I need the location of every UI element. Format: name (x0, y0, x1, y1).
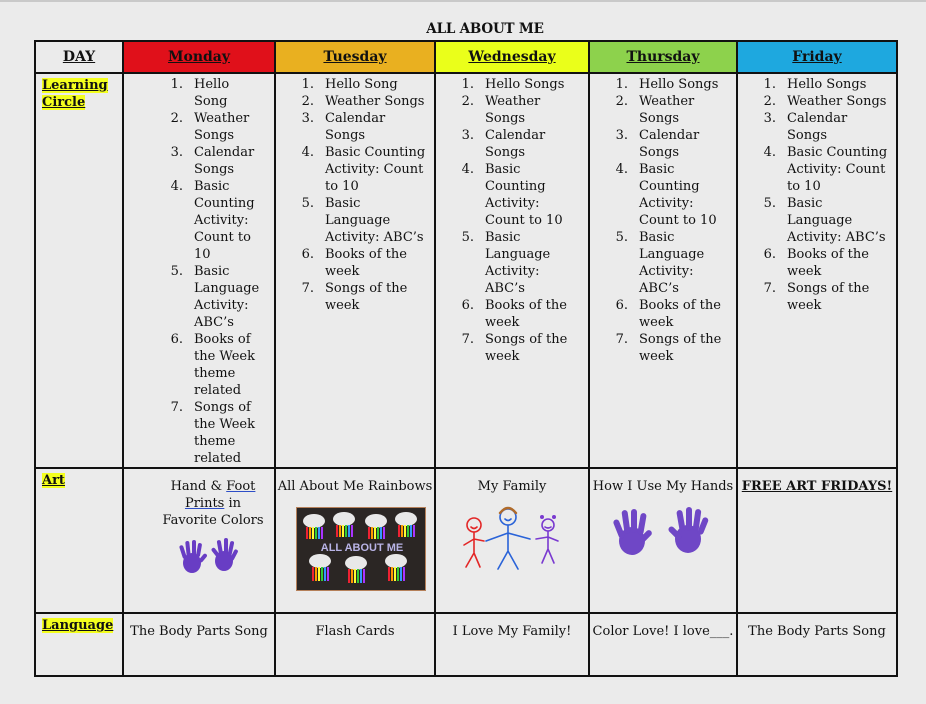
activity-number: 5. (301, 196, 314, 211)
art-monday-text-part2: Foot Prints (184, 479, 256, 511)
activity-item (300, 280, 428, 314)
activity-item (614, 297, 730, 331)
language-tuesday: Flash Cards (275, 613, 435, 676)
activity-item (460, 161, 582, 229)
activity-item (614, 93, 730, 127)
activity-number: 2. (763, 94, 776, 109)
learning-circle-label-line2: Circle (42, 95, 86, 110)
activity-item (460, 331, 582, 365)
activity-number: 7. (170, 400, 183, 415)
activity-item (614, 229, 730, 297)
activity-number: 7. (461, 332, 474, 347)
activity-text: Songs of the week (485, 332, 568, 364)
activity-text: Books of the week (485, 298, 567, 330)
learning-circle-friday (737, 73, 897, 468)
header-monday: Monday (123, 41, 275, 73)
activity-number: 3. (763, 111, 776, 126)
painted-hands-image (608, 505, 718, 561)
art-friday-text: FREE ART FRIDAYS! (741, 479, 893, 494)
activity-text: Basic Language Activity: ABC’s (325, 196, 424, 245)
activity-item (169, 399, 266, 467)
learning-circle-tuesday (275, 73, 435, 468)
activity-number: 5. (615, 230, 628, 245)
activity-number: 5. (763, 196, 776, 211)
activity-item (460, 229, 582, 297)
activity-item (614, 127, 730, 161)
activity-item (460, 127, 582, 161)
activity-number: 5. (461, 230, 474, 245)
art-label (35, 468, 123, 613)
handprints-image (174, 537, 244, 577)
activity-text: Basic Language Activity: ABC’s (639, 230, 705, 296)
activity-text: Basic Counting Activity: Count to 10 (639, 162, 717, 228)
activity-item (300, 246, 428, 280)
weekly-planner-table (34, 40, 898, 677)
header-row (35, 41, 897, 73)
learning-circle-label (35, 73, 123, 468)
activity-text: Calendar Songs (485, 128, 546, 160)
activity-text: Basic Counting Activity: Count to 10 (485, 162, 563, 228)
activity-number: 7. (301, 281, 314, 296)
activity-number: 1. (170, 77, 183, 92)
art-label-text: Art (42, 473, 65, 488)
activity-item (169, 110, 266, 144)
learning-circle-monday (123, 73, 275, 468)
activity-list-tuesday (276, 74, 434, 314)
activity-number: 6. (170, 332, 183, 347)
header-tuesday: Tuesday (275, 41, 435, 73)
learning-circle-row (35, 73, 897, 468)
activity-text: Songs of the week (325, 281, 408, 313)
activity-item (762, 110, 890, 144)
activity-item (762, 195, 890, 246)
top-rule (0, 0, 926, 2)
activity-text: Books of the week (639, 298, 721, 330)
activity-text: Hello Song (325, 77, 398, 92)
activity-number: 5. (170, 264, 183, 279)
art-thursday (589, 468, 737, 613)
activity-item (300, 93, 428, 110)
activity-text: Weather Songs (194, 111, 250, 143)
learning-circle-thursday (589, 73, 737, 468)
art-monday-text-part3: in Favorite Colors (162, 496, 264, 528)
art-tuesday-text: All About Me Rainbows (277, 479, 433, 494)
activity-item (169, 76, 266, 110)
activity-list-wednesday (436, 74, 588, 365)
art-monday-text-part1: Hand & (170, 479, 227, 494)
activity-text: Books of the week (787, 247, 869, 279)
activity-item (169, 331, 266, 399)
activity-text: Books of the Week theme related (194, 332, 255, 398)
activity-text: Songs of the week (639, 332, 722, 364)
activity-item (300, 144, 428, 195)
activity-item (300, 195, 428, 246)
activity-item (762, 280, 890, 314)
activity-text: Weather Songs (485, 94, 541, 126)
activity-item (460, 297, 582, 331)
language-label (35, 613, 123, 676)
activity-text: Hello Songs (639, 77, 719, 92)
language-thursday: Color Love! I love___. (589, 613, 737, 676)
activity-number: 6. (763, 247, 776, 262)
activity-number: 1. (461, 77, 474, 92)
activity-number: 2. (461, 94, 474, 109)
art-thursday-text: How I Use My Hands (592, 479, 734, 494)
learning-circle-label-line1: Learning (42, 78, 108, 93)
art-tuesday (275, 468, 435, 613)
activity-text: Hello Songs (787, 77, 867, 92)
activity-number: 4. (763, 145, 776, 160)
language-label-text: Language (42, 618, 114, 633)
activity-number: 4. (615, 162, 628, 177)
activity-list-friday (738, 74, 896, 314)
rainbow-clouds-image (296, 507, 426, 591)
activity-list-thursday (590, 74, 736, 365)
activity-text: Hello Songs (485, 77, 565, 92)
activity-text: Weather Songs (787, 94, 887, 109)
activity-text: Basic Counting Activity: Count to 10 (194, 179, 255, 262)
activity-number: 1. (615, 77, 628, 92)
activity-item (762, 76, 890, 93)
activity-text: Calendar Songs (639, 128, 700, 160)
activity-number: 1. (301, 77, 314, 92)
art-monday (123, 468, 275, 613)
activity-item (614, 161, 730, 229)
family-drawing-image (456, 501, 568, 573)
language-friday: The Body Parts Song (737, 613, 897, 676)
activity-item (169, 178, 266, 263)
activity-item (614, 331, 730, 365)
header-thursday: Thursday (589, 41, 737, 73)
document-title: ALL ABOUT ME (426, 21, 544, 37)
activity-text: Basic Language Activity: ABC’s (194, 264, 260, 330)
header-wednesday: Wednesday (435, 41, 589, 73)
activity-number: 3. (461, 128, 474, 143)
activity-item (169, 144, 266, 178)
language-row (35, 613, 897, 676)
activity-text: Basic Counting Activity: Count to 10 (787, 145, 888, 194)
activity-text: Weather Songs (639, 94, 695, 126)
activity-text: Calendar Songs (325, 111, 386, 143)
activity-number: 6. (301, 247, 314, 262)
language-monday: The Body Parts Song (123, 613, 275, 676)
activity-number: 2. (170, 111, 183, 126)
activity-item (300, 76, 428, 93)
activity-number: 1. (763, 77, 776, 92)
art-row (35, 468, 897, 613)
activity-text: Songs of the Week theme related (194, 400, 255, 466)
header-friday: Friday (737, 41, 897, 73)
activity-number: 3. (170, 145, 183, 160)
activity-number: 7. (615, 332, 628, 347)
activity-text: Basic Counting Activity: Count to 10 (325, 145, 426, 194)
activity-item (169, 263, 266, 331)
art-monday-text (124, 469, 274, 529)
learning-circle-wednesday (435, 73, 589, 468)
activity-number: 4. (170, 179, 183, 194)
activity-number: 4. (301, 145, 314, 160)
activity-number: 7. (763, 281, 776, 296)
activity-item (460, 93, 582, 127)
activity-number: 3. (615, 128, 628, 143)
activity-item (762, 144, 890, 195)
activity-item (614, 76, 730, 93)
activity-number: 4. (461, 162, 474, 177)
activity-number: 3. (301, 111, 314, 126)
activity-number: 2. (301, 94, 314, 109)
header-day: DAY (35, 41, 123, 73)
activity-text: Basic Language Activity: ABC’s (485, 230, 551, 296)
activity-text: Books of the week (325, 247, 407, 279)
activity-list-monday (124, 74, 274, 467)
activity-text: Basic Language Activity: ABC’s (787, 196, 886, 245)
activity-item (300, 110, 428, 144)
activity-number: 6. (461, 298, 474, 313)
activity-item (762, 246, 890, 280)
art-wednesday (435, 468, 589, 613)
activity-text: Hello Song (194, 77, 230, 109)
activity-number: 2. (615, 94, 628, 109)
activity-number: 6. (615, 298, 628, 313)
rainbow-image-caption: ALL ABOUT ME (320, 542, 404, 554)
activity-item (762, 93, 890, 110)
activity-item (460, 76, 582, 93)
art-friday (737, 468, 897, 613)
activity-text: Calendar Songs (194, 145, 255, 177)
activity-text: Songs of the week (787, 281, 870, 313)
language-wednesday: I Love My Family! (435, 613, 589, 676)
activity-text: Calendar Songs (787, 111, 848, 143)
art-wednesday-text: My Family (477, 479, 547, 494)
activity-text: Weather Songs (325, 94, 425, 109)
